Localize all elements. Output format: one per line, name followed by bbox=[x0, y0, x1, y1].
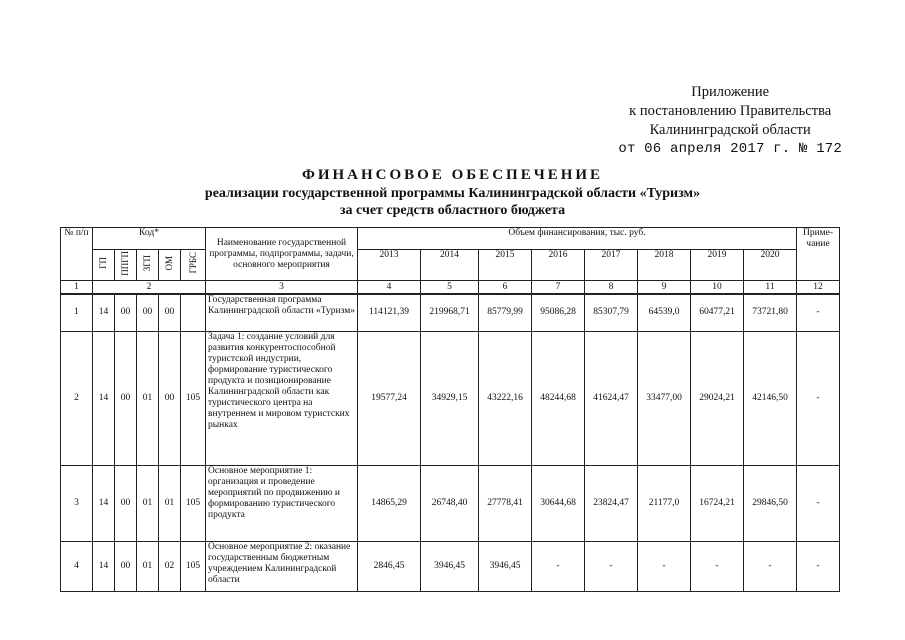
value-2014: 3946,45 bbox=[421, 541, 479, 591]
column-number-row bbox=[61, 281, 840, 295]
value-2017: - bbox=[585, 541, 638, 591]
value-2019: 60477,21 bbox=[691, 294, 744, 331]
document-title bbox=[0, 166, 905, 219]
value-2019: 29024,21 bbox=[691, 331, 744, 465]
row-note: - bbox=[797, 541, 840, 591]
col-number: 7 bbox=[532, 281, 585, 295]
header-name: Наименование государственной программы, подпрограммы, задачи, основного мероприятия bbox=[206, 228, 358, 281]
value-2013: 19577,24 bbox=[358, 331, 421, 465]
value-2017: 23824,47 bbox=[585, 465, 638, 541]
header-code-om: ОМ bbox=[159, 250, 181, 281]
row-number: 2 bbox=[61, 331, 93, 465]
header-code-grbs: ГРБС bbox=[181, 250, 206, 281]
col-number: 10 bbox=[691, 281, 744, 295]
header-year: 2014 bbox=[421, 250, 479, 281]
row-name: Задача 1: создание условий для развития конкурентоспособной туристской индустрии, формирование туристического продукта и позиционирование Калининградской области как туристического центра на внутреннем и мировом туристских рынках bbox=[206, 331, 358, 465]
row-note: - bbox=[797, 465, 840, 541]
code-om: 00 bbox=[159, 331, 181, 465]
table-row bbox=[61, 294, 840, 331]
col-number: 4 bbox=[358, 281, 421, 295]
header-num: № п/п bbox=[61, 228, 93, 281]
appendix-line-3: Калининградской области bbox=[649, 122, 811, 138]
value-2020: 29846,50 bbox=[744, 465, 797, 541]
code-zgp: 01 bbox=[137, 331, 159, 465]
code-om: 01 bbox=[159, 465, 181, 541]
header-year: 2015 bbox=[479, 250, 532, 281]
value-2018: - bbox=[638, 541, 691, 591]
table-row bbox=[61, 541, 840, 591]
code-grbs: 105 bbox=[181, 541, 206, 591]
value-2018: 33477,00 bbox=[638, 331, 691, 465]
value-2017: 41624,47 bbox=[585, 331, 638, 465]
col-number: 8 bbox=[585, 281, 638, 295]
table-row bbox=[61, 465, 840, 541]
value-2015: 85779,99 bbox=[479, 294, 532, 331]
value-2015: 3946,45 bbox=[479, 541, 532, 591]
col-number: 6 bbox=[479, 281, 532, 295]
value-2019: 16724,21 bbox=[691, 465, 744, 541]
value-2019: - bbox=[691, 541, 744, 591]
header-year: 2017 bbox=[585, 250, 638, 281]
header-year: 2016 bbox=[532, 250, 585, 281]
value-2014: 34929,15 bbox=[421, 331, 479, 465]
value-2018: 21177,0 bbox=[638, 465, 691, 541]
header-note: Приме-чание bbox=[797, 228, 840, 281]
value-2020: 73721,80 bbox=[744, 294, 797, 331]
code-om: 02 bbox=[159, 541, 181, 591]
header-code-ppgp: ППГП bbox=[115, 250, 137, 281]
header-year: 2013 bbox=[358, 250, 421, 281]
value-2015: 43222,16 bbox=[479, 331, 532, 465]
header-volume: Объем финансирования, тыс. руб. bbox=[358, 228, 797, 250]
header-code: Код* bbox=[93, 228, 206, 250]
col-number: 1 bbox=[61, 281, 93, 295]
appendix-date-line: от 06 апреля 2017 г. № 172 bbox=[618, 141, 842, 157]
row-name: Основное мероприятие 1: организация и проведение мероприятий по продвижению и формированию туристического продукта bbox=[206, 465, 358, 541]
value-2018: 64539,0 bbox=[638, 294, 691, 331]
value-2013: 2846,45 bbox=[358, 541, 421, 591]
header-year: 2019 bbox=[691, 250, 744, 281]
appendix-block bbox=[618, 83, 842, 159]
header-year: 2018 bbox=[638, 250, 691, 281]
row-number: 4 bbox=[61, 541, 93, 591]
row-note: - bbox=[797, 331, 840, 465]
title-line-3: за счет средств областного бюджета bbox=[339, 203, 566, 218]
code-om: 00 bbox=[159, 294, 181, 331]
header-row-1 bbox=[61, 228, 840, 250]
table-row bbox=[61, 331, 840, 465]
code-zgp: 00 bbox=[137, 294, 159, 331]
financing-table bbox=[60, 227, 840, 592]
value-2014: 26748,40 bbox=[421, 465, 479, 541]
header-year: 2020 bbox=[744, 250, 797, 281]
col-number: 11 bbox=[744, 281, 797, 295]
code-ppgp: 00 bbox=[115, 294, 137, 331]
appendix-line-1: Приложение bbox=[691, 84, 770, 100]
code-ppgp: 00 bbox=[115, 541, 137, 591]
code-grbs: 105 bbox=[181, 465, 206, 541]
header-code-gp: ГП bbox=[93, 250, 115, 281]
value-2017: 85307,79 bbox=[585, 294, 638, 331]
appendix-line-2: к постановлению Правительства bbox=[629, 103, 832, 119]
row-name: Основное мероприятие 2: оказание государственным бюджетным учреждением Калининградской области bbox=[206, 541, 358, 591]
col-number: 9 bbox=[638, 281, 691, 295]
col-number: 3 bbox=[206, 281, 358, 295]
title-line-1: ФИНАНСОВОЕ ОБЕСПЕЧЕНИЕ bbox=[301, 167, 604, 183]
row-number: 3 bbox=[61, 465, 93, 541]
value-2020: - bbox=[744, 541, 797, 591]
value-2015: 27778,41 bbox=[479, 465, 532, 541]
code-zgp: 01 bbox=[137, 541, 159, 591]
value-2013: 14865,29 bbox=[358, 465, 421, 541]
col-number: 2 bbox=[93, 281, 206, 295]
code-gp: 14 bbox=[93, 294, 115, 331]
code-ppgp: 00 bbox=[115, 331, 137, 465]
value-2020: 42146,50 bbox=[744, 331, 797, 465]
col-number: 5 bbox=[421, 281, 479, 295]
code-ppgp: 00 bbox=[115, 465, 137, 541]
value-2016: 48244,68 bbox=[532, 331, 585, 465]
value-2016: 95086,28 bbox=[532, 294, 585, 331]
value-2013: 114121,39 bbox=[358, 294, 421, 331]
row-name: Государственная программа Калининградской области «Туризм» bbox=[206, 294, 358, 331]
value-2016: - bbox=[532, 541, 585, 591]
code-gp: 14 bbox=[93, 465, 115, 541]
row-number: 1 bbox=[61, 294, 93, 331]
value-2016: 30644,68 bbox=[532, 465, 585, 541]
code-zgp: 01 bbox=[137, 465, 159, 541]
value-2014: 219968,71 bbox=[421, 294, 479, 331]
row-note: - bbox=[797, 294, 840, 331]
code-gp: 14 bbox=[93, 541, 115, 591]
col-number: 12 bbox=[797, 281, 840, 295]
header-row-2 bbox=[61, 250, 840, 281]
code-grbs: 105 bbox=[181, 331, 206, 465]
title-line-2: реализации государственной программы Калининградской области «Туризм» bbox=[204, 186, 701, 201]
code-grbs bbox=[181, 294, 206, 331]
code-gp: 14 bbox=[93, 331, 115, 465]
header-code-zgp: ЗГП bbox=[137, 250, 159, 281]
